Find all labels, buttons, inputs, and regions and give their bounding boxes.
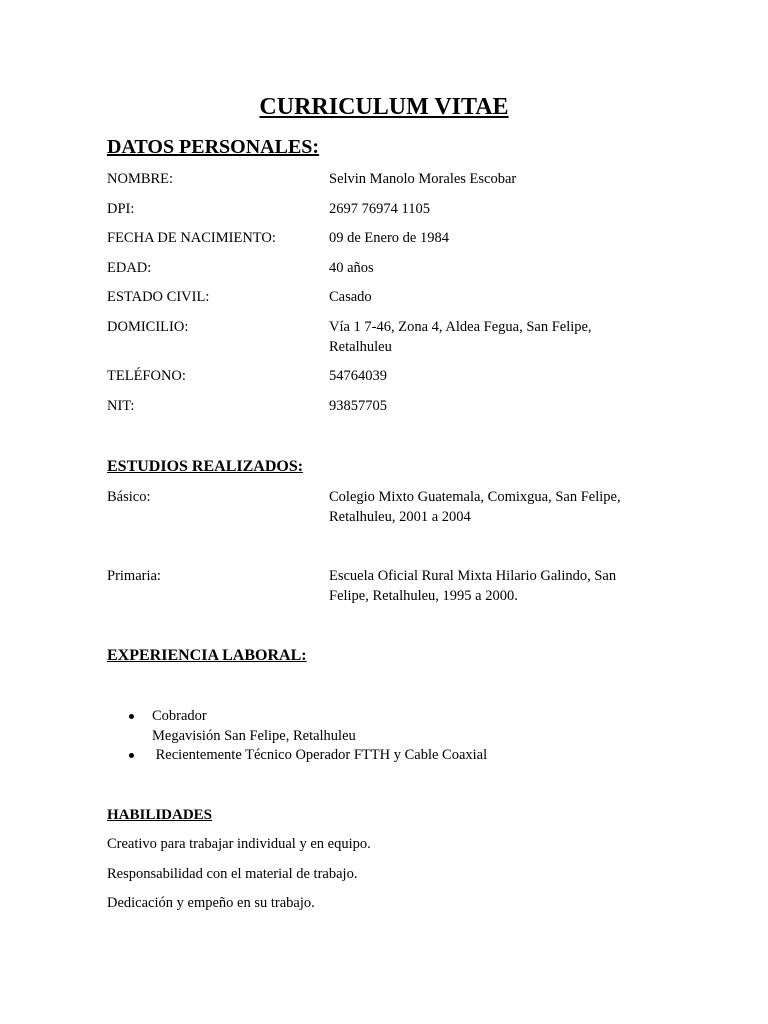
field-label: TELÉFONO: <box>107 368 186 384</box>
field-label: DPI: <box>107 201 135 217</box>
section-heading-skills: HABILIDADES <box>107 807 213 823</box>
field-label: NIT: <box>107 398 135 414</box>
section-heading-experience: EXPERIENCIA LABORAL: <box>107 647 307 664</box>
experience-role: Cobrador <box>152 708 207 724</box>
field-value: 93857705 <box>329 398 387 414</box>
skill-item: Creativo para trabajar individual y en equipo. <box>107 836 371 852</box>
skill-item: Dedicación y empeño en su trabajo. <box>107 895 315 911</box>
section-heading-personal: DATOS PERSONALES: <box>107 136 320 158</box>
field-label: Básico: <box>107 489 151 505</box>
experience-company: Megavisión San Felipe, Retalhuleu <box>152 727 356 744</box>
field-value: Casado <box>329 289 372 305</box>
field-value: 54764039 <box>329 368 387 384</box>
field-value: 09 de Enero de 1984 <box>329 230 449 246</box>
field-value: 40 años <box>329 260 374 276</box>
field-value: Vía 1 7-46, Zona 4, Aldea Fegua, San Felipe, Retalhuleu <box>329 319 592 355</box>
field-value: Escuela Oficial Rural Mixta Hilario Galindo, San Felipe, Retalhuleu, 1995 a 2000. <box>329 568 617 604</box>
field-label: EDAD: <box>107 260 152 276</box>
skill-item: Responsabilidad con el material de trabajo. <box>107 866 358 882</box>
list-item <box>107 746 487 766</box>
list-item <box>107 707 487 746</box>
field-label: FECHA DE NACIMIENTO: <box>107 230 276 246</box>
field-label: NOMBRE: <box>107 171 174 187</box>
experience-list <box>107 707 487 766</box>
document-title: CURRICULUM VITAE <box>259 94 509 120</box>
field-value: Colegio Mixto Guatemala, Comixgua, San Felipe, Retalhuleu, 2001 a 2004 <box>329 489 621 525</box>
field-value: Selvin Manolo Morales Escobar <box>329 171 517 187</box>
section-heading-studies: ESTUDIOS REALIZADOS: <box>107 458 304 475</box>
bullet-icon <box>129 753 134 758</box>
field-label: ESTADO CIVIL: <box>107 289 210 305</box>
experience-role: Recientemente Técnico Operador FTTH y Cable Coaxial <box>152 747 488 763</box>
field-label: DOMICILIO: <box>107 319 189 335</box>
field-label: Primaria: <box>107 568 161 584</box>
bullet-icon <box>129 714 134 719</box>
field-value: 2697 76974 1105 <box>329 201 430 217</box>
